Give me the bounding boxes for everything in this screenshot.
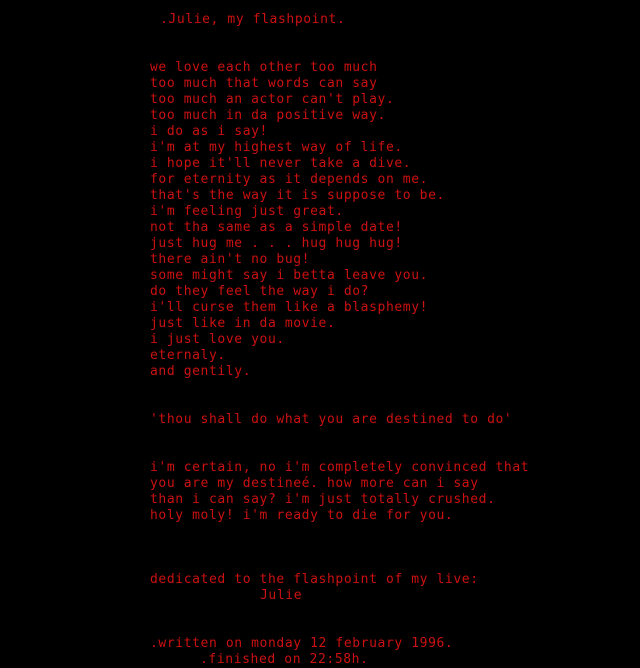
poem-body — [150, 12, 630, 668]
poem-line: for eternity as it depends on me. — [150, 172, 429, 187]
dedication-name: Julie — [260, 588, 303, 603]
spacer — [150, 620, 630, 636]
poem-line: i'm certain, no i'm completely convinced that — [150, 460, 530, 475]
poem-line: than i can say? i'm just totally crushed. — [150, 492, 496, 507]
signature-block — [150, 636, 630, 668]
spacer — [150, 28, 630, 44]
spacer — [150, 524, 630, 572]
poem-line: too much an actor can't play. — [150, 92, 395, 107]
stanza-quote — [150, 412, 630, 428]
poem-quote-line: 'thou shall do what you are destined to do' — [150, 412, 513, 427]
poem-line: and gentily. — [150, 364, 252, 379]
signature-written: .written on monday 12 february 1996. — [150, 636, 454, 651]
poem-line: just hug me . . . hug hug hug! — [150, 236, 403, 251]
spacer — [150, 604, 630, 620]
poem-line: i just love you. — [150, 332, 285, 347]
poem-line: there ain't no bug! — [150, 252, 311, 267]
stanza-closing — [150, 460, 630, 524]
spacer — [150, 396, 630, 412]
poem-line: that's the way it is suppose to be. — [150, 188, 445, 203]
poem-line: i'll curse them like a blasphemy! — [150, 300, 429, 315]
poem-line: i do as i say! — [150, 124, 268, 139]
spacer — [150, 428, 630, 444]
poem-line: too much in da positive way. — [150, 108, 386, 123]
poem-line: not tha same as a simple date! — [150, 220, 403, 235]
spacer — [150, 380, 630, 396]
poem-title: .Julie, my flashpoint. — [160, 12, 346, 27]
poem-line: holy moly! i'm ready to die for you. — [150, 508, 454, 523]
poem-line: i'm feeling just great. — [150, 204, 344, 219]
poem-line: you are my destineé. how more can i say — [150, 476, 479, 491]
stanza-main — [150, 60, 630, 380]
poem-line: i'm at my highest way of life. — [150, 140, 403, 155]
poem-line: too much that words can say — [150, 76, 378, 91]
poem-line: just like in da movie. — [150, 316, 336, 331]
signature-finished: .finished on 22:58h. — [200, 652, 369, 667]
poem-line: we love each other too much — [150, 60, 378, 75]
poem-line: i hope it'll never take a dive. — [150, 156, 412, 171]
poem-line: do they feel the way i do? — [150, 284, 370, 299]
dedication-text: dedicated to the flashpoint of my live: — [150, 572, 479, 587]
dedication-block — [150, 572, 630, 604]
spacer — [150, 44, 630, 60]
poem-line: some might say i betta leave you. — [150, 268, 429, 283]
spacer — [150, 444, 630, 460]
poem-line: eternaly. — [150, 348, 226, 363]
